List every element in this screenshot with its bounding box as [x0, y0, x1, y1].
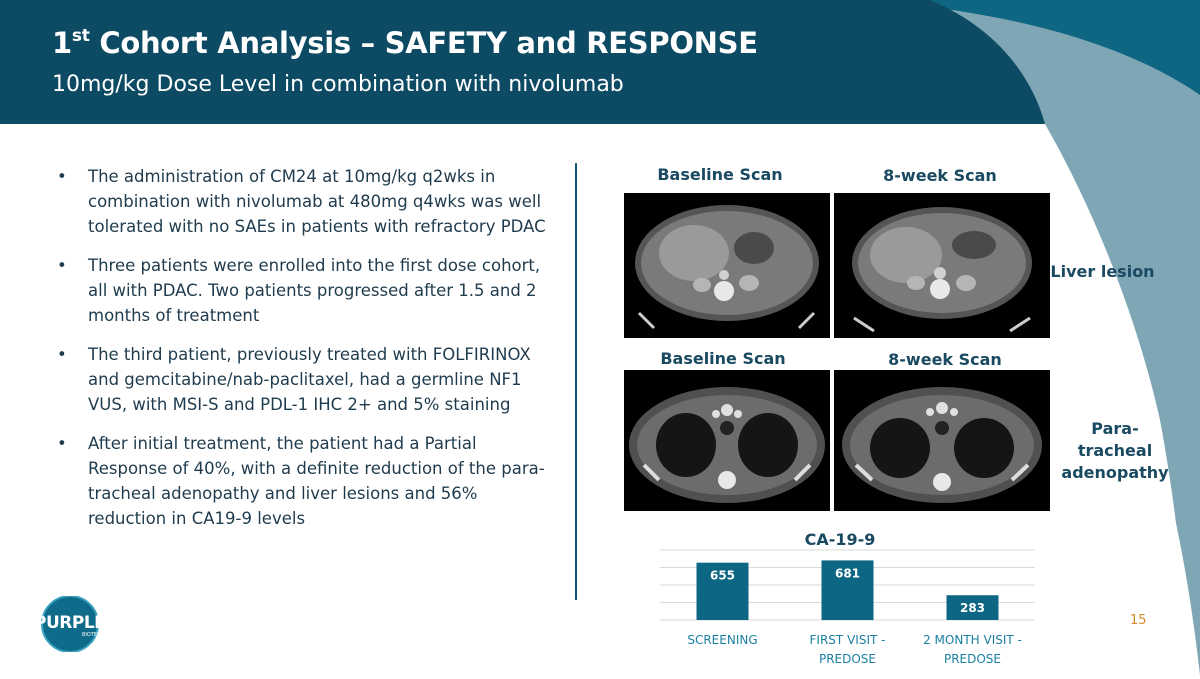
- ct-scan-abdomen-8week: [834, 193, 1050, 338]
- bullet-icon: •: [57, 345, 67, 364]
- baseline-scan-label-1: Baseline Scan: [657, 165, 783, 184]
- ct-scan-abdomen-baseline: [624, 193, 830, 338]
- bullet-item: • The third patient, previously treated with FOLFIRINOX and gemcitabine/nab-paclitaxel, had a germline NF1 VUS, with MSI-S and PDL-1 IHC 2+ and 5% staining: [52, 342, 547, 417]
- ct-scan-chest-baseline: [624, 370, 830, 511]
- page-subtitle: 10mg/kg Dose Level in combination with nivolumab: [52, 72, 624, 97]
- page-number: 15: [1130, 613, 1147, 628]
- ct-scan-chest-8week: [834, 370, 1050, 511]
- chart-data-label: 655: [709, 568, 736, 583]
- ca19-9-chart: [650, 530, 1050, 675]
- chart-svg: [650, 530, 1050, 675]
- chart-category-label: SCREENING: [687, 633, 758, 647]
- bullet-list: [52, 164, 547, 545]
- chart-data-label: 283: [959, 601, 986, 616]
- chart-category-label: FIRST VISIT -: [809, 633, 886, 647]
- bullet-item: • The administration of CM24 at 10mg/kg q2wks in combination with nivolumab at 480mg q4wks was well tolerated with no SAEs in patients with refractory PDAC: [52, 164, 547, 239]
- chart-category-label: PREDOSE: [943, 652, 1002, 666]
- page-title: 1st Cohort Analysis – SAFETY and RESPONSE: [52, 26, 758, 60]
- chart-category-label: PREDOSE: [818, 652, 877, 666]
- para-tracheal-label: Para-tracheal adenopathy: [1061, 419, 1169, 482]
- bullet-icon: •: [57, 256, 67, 275]
- bullet-item: • After initial treatment, the patient had a Partial Response of 40%, with a definite reduction of the para-tracheal adenopathy and liver lesions and 56% reduction in CA19-9 levels: [52, 431, 547, 531]
- chart-data-label: 681: [834, 566, 861, 581]
- chart-title: CA-19-9: [804, 530, 876, 549]
- bullet-icon: •: [57, 167, 67, 186]
- week8-scan-label-2: 8-week Scan: [888, 350, 1002, 369]
- chart-category-label: 2 MONTH VISIT -: [923, 633, 1022, 647]
- bullet-icon: •: [57, 434, 67, 453]
- column-divider: [575, 163, 577, 600]
- liver-lesion-label: Liver lesion: [1050, 262, 1155, 281]
- logo-subtext: BIOTECH: [82, 632, 105, 638]
- week8-scan-label-1: 8-week Scan: [883, 166, 997, 185]
- bullet-item: • Three patients were enrolled into the first dose cohort, all with PDAC. Two patients progressed after 1.5 and 2 months of treatment: [52, 253, 547, 328]
- logo-text: PURPLE: [34, 613, 106, 633]
- baseline-scan-label-2: Baseline Scan: [660, 349, 786, 368]
